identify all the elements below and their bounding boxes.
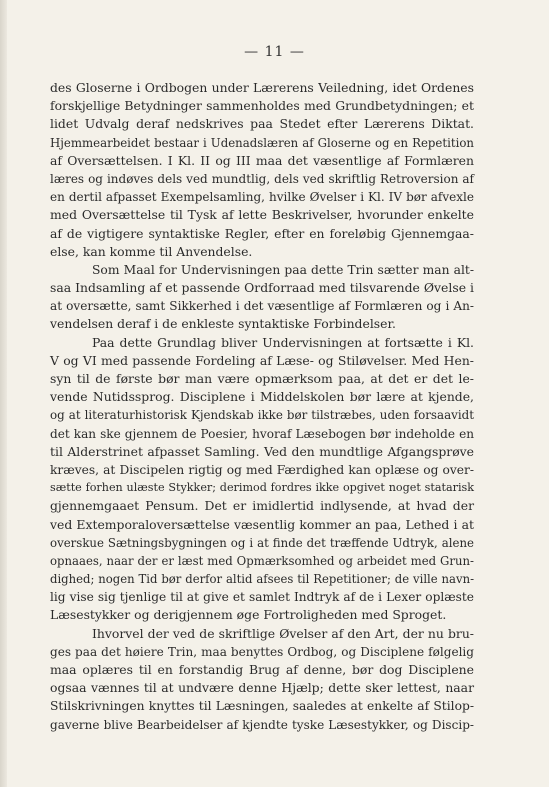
page-number: — 11 — [244, 44, 305, 60]
text-line: V og VI med passende Fordeling af Læse- og Stiløvelser. Med Hen- [50, 352, 474, 368]
text-line: Paa dette Grundlag bliver Undervisningen at fortsætte i Kl. [92, 334, 474, 350]
text-line: Hjemmearbeidet bestaar i Udenadslæren af Gloserne og en Repetition [50, 135, 474, 150]
text-line: at oversætte, samt Sikkerhed i det væsentlige af Formlæren og i An- [50, 299, 474, 314]
text-line: Læsestykker og derigjennem øge Fortroligheden med Sproget. [50, 607, 447, 623]
text-line: vende Nutidssprog. Disciplene i Middelskolen bør lære at kjende, [50, 389, 474, 405]
text-line: Stilskrivningen knyttes til Læsningen, saaledes at enkelte af Stilop- [50, 699, 474, 714]
text-line: lig vise sig tjenlige til at give et samlet Indtryk af de i Lexer oplæste [50, 590, 474, 605]
text-line: ved Extemporaloversættelse væsentlig kommer an paa, Lethed i at [50, 516, 474, 532]
text-line: dighed; nogen Tid bør derfor altid afsees til Repetitioner; de ville navn- [50, 572, 474, 587]
text-line: en dertil afpasset Exempelsamling, hvilke Øvelser i Kl. IV bør afvexle [50, 190, 474, 205]
text-line: des Gloserne i Ordbogen under Lærerens Veiledning, idet Ordenes [50, 80, 474, 95]
text-line: det kan ske gjennem de Poesier, hvoraf Læsebogen bør indeholde en [50, 426, 474, 441]
text-line: lidet Udvalg deraf nedskrives paa Stedet efter Lærerens Diktat. [50, 116, 474, 132]
body-text [50, 79, 474, 734]
page-edge [0, 0, 7, 787]
text-line: med Oversættelse til Tysk af lette Beskrivelser, hvorunder enkelte [50, 207, 474, 223]
text-line: kræves, at Discipelen rigtig og med Færdighed kan oplæse og over- [50, 462, 474, 477]
text-line: Ihvorvel der ved de skriftlige Øvelser af den Art, der nu bru- [92, 625, 474, 641]
text-line: vendelsen deraf i de enkleste syntaktiske Forbindelser. [50, 316, 396, 332]
text-line: maa oplæres til en forstandig Brug af denne, bør dog Disciplene [50, 662, 474, 677]
text-line: forskjellige Betydninger sammenholdes med Grundbetydningen; et [50, 98, 474, 114]
text-line: og at literaturhistorisk Kjendskab ikke bør tilstræbes, uden forsaavidt [50, 408, 474, 423]
text-line: opnaaes, naar der er læst med Opmærksomhed og arbeidet med Grun- [50, 553, 474, 568]
text-line: af de vigtigere syntaktiske Regler, efter en foreløbig Gjennemgaa- [50, 225, 474, 241]
text-line: læres og indøves dels ved mundtlig, dels ved skriftlig Retroversion af [50, 171, 474, 186]
text-line: sætte forhen ulæste Stykker; derimod fordres ikke opgivet noget statarisk [50, 481, 474, 495]
text-line: gaverne blive Bearbeidelser af kjendte tyske Læsestykker, og Discip- [50, 717, 474, 732]
text-line: ges paa det høiere Trin, maa benyttes Ordbog, og Disciplene følgelig [50, 644, 474, 659]
text-line: af Oversættelsen. I Kl. II og III maa det væsentlige af Formlæren [50, 152, 474, 168]
text-line: ogsaa vænnes til at undvære denne Hjælp; dette sker lettest, naar [50, 680, 474, 696]
text-line: overskue Sætningsbygningen og i at finde det træffende Udtryk, alene [50, 535, 474, 550]
text-line: gjennemgaaet Pensum. Det er imidlertid indlysende, at hvad der [50, 498, 474, 514]
text-line: syn til de første bør man være opmærksom paa, at det er det le- [50, 371, 474, 386]
text-line: til Alderstrinet afpasset Samling. Ved den mundtlige Afgangsprøve [50, 443, 474, 459]
text-line: saa Indsamling af et passende Ordforraad med tilsvarende Øvelse i [50, 280, 474, 296]
text-line: else, kan komme til Anvendelse. [50, 243, 253, 259]
text-line: Som Maal for Undervisningen paa dette Trin sætter man alt- [92, 262, 474, 277]
